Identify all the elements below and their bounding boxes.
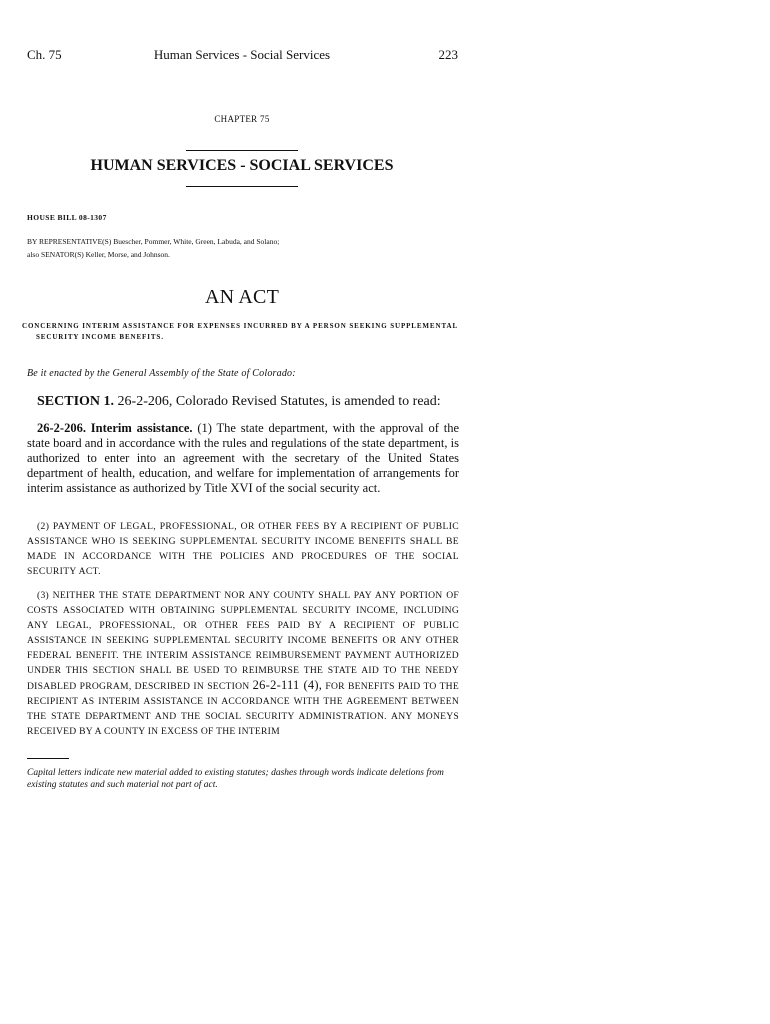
subsection-3-text-b: FOR BENEFITS PAID TO THE RECIPIENT AS INTERIM ASSISTANCE IN ACCORDANCE WITH THE AGREEMENT BETWEEN THE STATE DEPARTMENT AND THE SOCIAL SECURITY ADMINISTRATION. ANY MONEYS RECEIVED BY A COUNTY IN EXCESS OF THE INTERIM	[27, 681, 459, 737]
page-number: 223	[438, 47, 458, 62]
statute-heading: Interim assistance.	[90, 421, 193, 435]
concerning-line-1: CONCERNING INTERIM ASSISTANCE FOR EXPENSES INCURRED BY A PERSON SEEKING SUPPLEMENTAL	[22, 322, 459, 330]
section-label: SECTION 1.	[37, 394, 115, 409]
footnote-rule	[27, 758, 69, 759]
concerning-clause	[22, 321, 460, 343]
section-heading	[37, 394, 441, 410]
statute-paragraph-1	[27, 421, 459, 496]
act-title: AN ACT	[205, 286, 279, 308]
subsection-1-text: (1) The state department, with the approval of the state board and in accordance with the rules and regulations of the state department, is authorized to enter into an agreement with the secretary of the United States department of health, education, and welfare for implementation of arrangements for interim assistance as authorized by Title XVI of the social security act.	[27, 421, 459, 495]
subsection-3-reference: 26-2-111 (4),	[252, 678, 323, 692]
title-rule-bottom	[186, 186, 298, 187]
concerning-line-2: SECURITY INCOME BENEFITS.	[36, 333, 164, 341]
section-text: 26-2-206, Colorado Revised Statutes, is amended to read:	[117, 394, 441, 409]
sponsors-senators: also SENATOR(S) Keller, Morse, and Johnson.	[27, 250, 170, 259]
chapter-title: HUMAN SERVICES - SOCIAL SERVICES	[90, 157, 394, 174]
sponsors-representatives: BY REPRESENTATIVE(S) Buescher, Pommer, White, Green, Labuda, and Solano;	[27, 237, 280, 246]
statute-paragraph-3	[27, 588, 459, 739]
title-rule-top	[186, 150, 298, 151]
subsection-2-text: (2) PAYMENT OF LEGAL, PROFESSIONAL, OR OTHER FEES BY A RECIPIENT OF PUBLIC ASSISTANCE WHO IS SEEKING SUPPLEMENTAL SECURITY INCOME BENEFITS SHALL BE MADE IN ACCORDANCE WITH THE POLICIES AND PROCEDURES OF THE SOCIAL SECURITY ACT.	[27, 521, 459, 577]
enacting-clause: Be it enacted by the General Assembly of the State of Colorado:	[27, 368, 296, 379]
bill-number: HOUSE BILL 08-1307	[27, 213, 107, 222]
footnote: Capital letters indicate new material added to existing statutes; dashes through words indicate deletions from existing statutes and such material not part of act.	[27, 768, 444, 790]
statute-number: 26-2-206.	[37, 421, 86, 435]
subsection-3-text-a: (3) NEITHER THE STATE DEPARTMENT NOR ANY COUNTY SHALL PAY ANY PORTION OF COSTS ASSOCIATED WITH OBTAINING SUPPLEMENTAL SECURITY INCOME, INCLUDING ANY LEGAL, PROFESSIONAL, OR OTHER FEES PAID BY A RECIPIENT OF PUBLIC ASSISTANCE IN SEEKING SUPPLEMENTAL SECURITY INCOME BENEFITS OR ANY OTHER FEDERAL BENEFIT. THE INTERIM ASSISTANCE REIMBURSEMENT PAYMENT AUTHORIZED UNDER THIS SECTION SHALL BE USED TO REIMBURSE THE STATE AID TO THE NEEDY DISABLED PROGRAM, DESCRIBED IN SECTION	[27, 590, 459, 692]
statute-paragraph-2	[27, 519, 459, 579]
chapter-label: CHAPTER 75	[214, 114, 270, 124]
running-header-chapter: Ch. 75	[27, 47, 62, 62]
running-header-title: Human Services - Social Services	[153, 47, 331, 62]
